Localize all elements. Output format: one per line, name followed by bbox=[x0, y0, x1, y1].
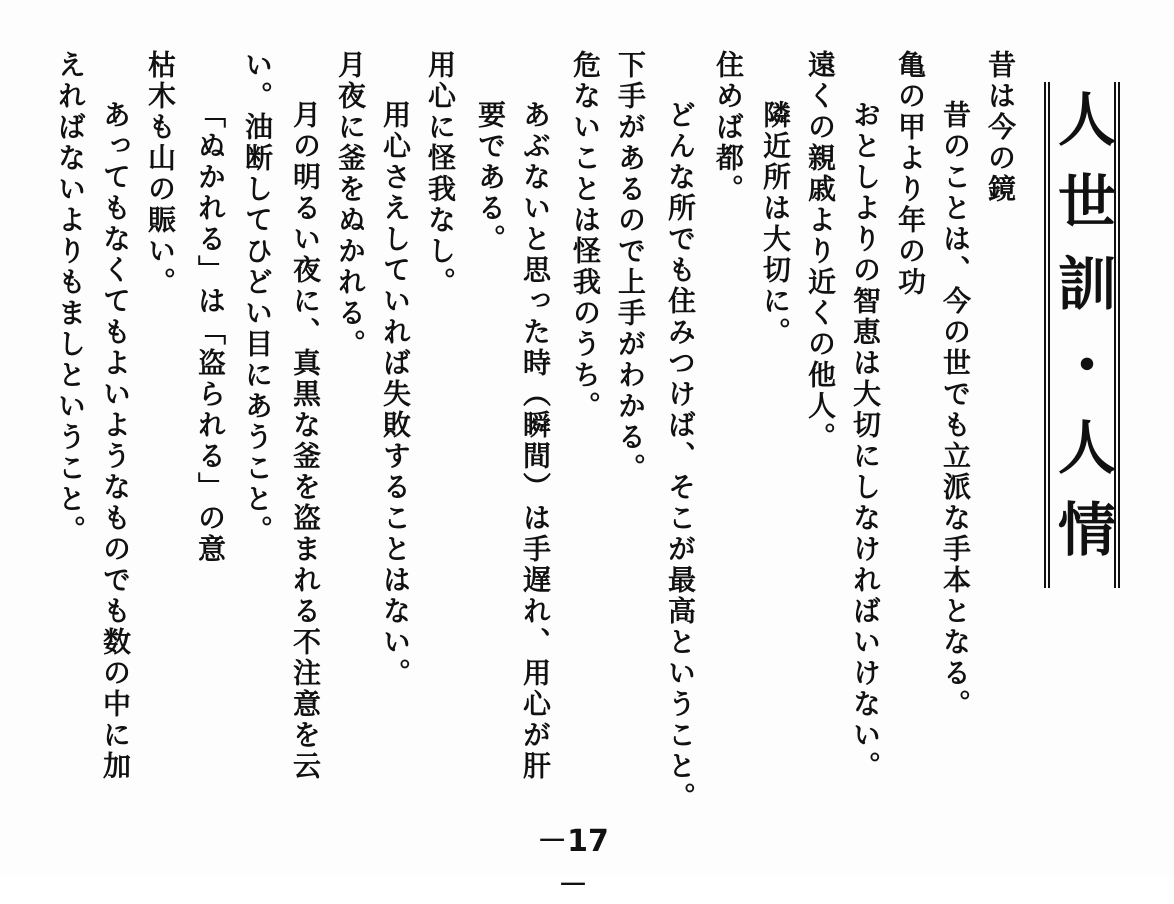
proverb-explanation: えればないよりもましということ。 bbox=[54, 50, 87, 546]
proverb-explanation: あってもなくてもよいようなものでも数の中に加 bbox=[99, 100, 132, 782]
proverb-saying: 昔は今の鏡 bbox=[984, 50, 1017, 205]
proverb-saying: 亀の甲より年の功 bbox=[894, 50, 927, 298]
proverb-explanation: あぶないと思った時（瞬間）は手遅れ、用心が肝 bbox=[519, 100, 552, 782]
proverb-explanation: 「ぬかれる」は「盗られる」の意 bbox=[194, 100, 227, 565]
proverb-explanation: 要である。 bbox=[474, 100, 507, 255]
proverb-explanation: 隣近所は大切に。 bbox=[759, 100, 792, 348]
page-title: 人世訓・人情 bbox=[1048, 89, 1116, 581]
proverb-explanation: 月の明るい夜に、真黒な釜を盗まれる不注意を云 bbox=[289, 100, 322, 782]
title-frame bbox=[1044, 82, 1120, 588]
proverb-explanation: 昔のことは、今の世でも立派な手本となる。 bbox=[939, 100, 972, 720]
proverb-saying: 月夜に釜をぬかれる。 bbox=[334, 50, 367, 360]
proverb-saying: 枯木も山の賑い。 bbox=[144, 50, 177, 298]
proverb-saying: 用心に怪我なし。 bbox=[424, 50, 457, 298]
proverb-explanation: おとしよりの智恵は大切にしなければいけない。 bbox=[849, 100, 882, 782]
proverb-explanation: 用心さえしていれば失敗することはない。 bbox=[379, 100, 412, 689]
proverb-saying: 危ないことは怪我のうち。 bbox=[569, 50, 602, 422]
proverb-explanation: どんな所でも住みつけば、そこが最高ということ。 bbox=[664, 100, 697, 813]
proverb-saying: 下手があるので上手がわかる。 bbox=[614, 50, 647, 484]
proverb-saying: 住めば都。 bbox=[712, 50, 745, 205]
proverb-saying: 遠くの親戚より近くの他人。 bbox=[804, 50, 837, 453]
page-number: －17－ bbox=[537, 824, 609, 903]
proverb-explanation: い。油断してひどい目にあうこと。 bbox=[241, 50, 274, 546]
